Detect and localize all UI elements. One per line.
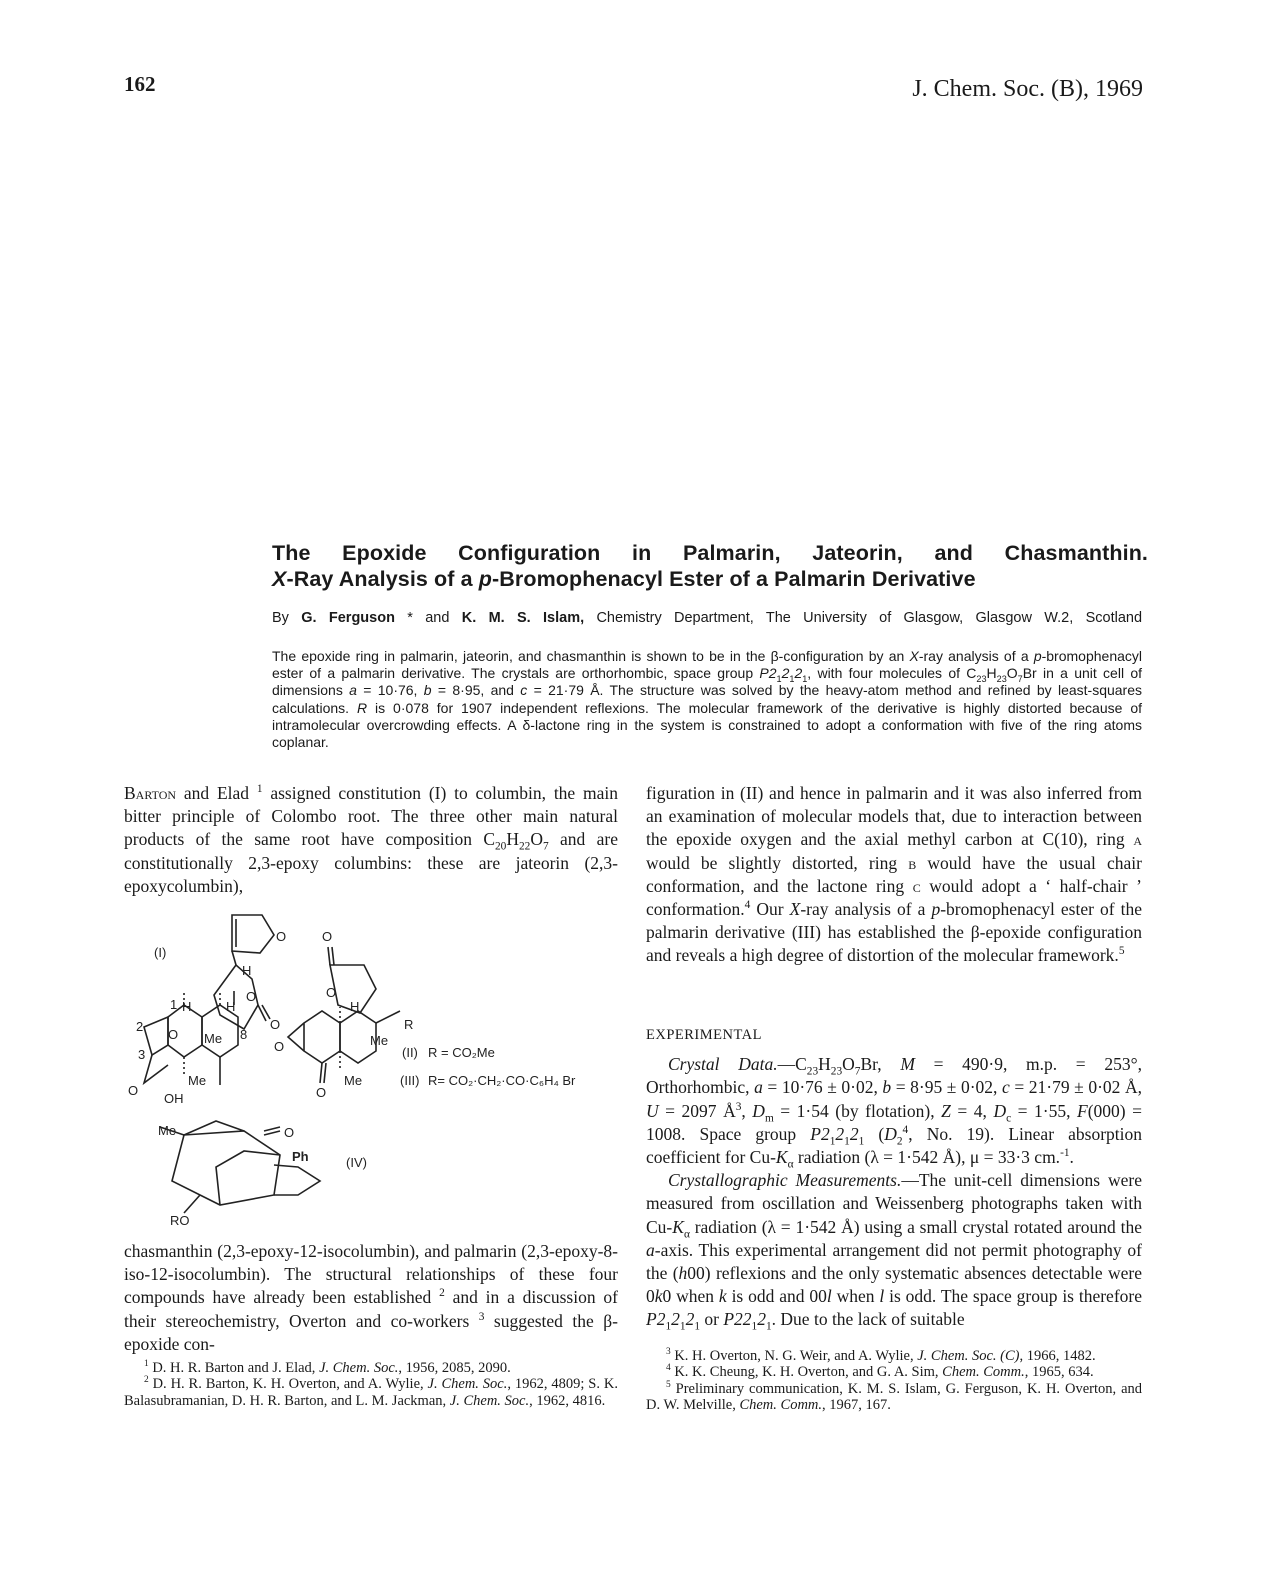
body-left-continued: chasmanthin (2,3-epoxy-12-isocolumbin), and palmarin (2,3-epoxy-8-iso-12-isocolumbin). The structural relationships of these four compounds have already been established $^2$ and in a discussion of their stereochemistry, Overton and co-workers $^3$ suggested the β-epoxide con- bbox=[124, 1241, 618, 1354]
epoxide-ii bbox=[288, 1023, 304, 1051]
svg-text:3: 3 bbox=[138, 1047, 146, 1062]
svg-text:O: O bbox=[274, 1039, 285, 1054]
crystallographic-measurements: Crystallographic Measurements.—The unit-cell dimensions were measured from oscillation and Weissenberg photographs taken with $Cu-K_\alpha$ radiation (λ = 1·542 Å) using a small crystal rotated around the a-axis. This experimental arrangement did not permit photography of the (h00) reflexions and the only systematic absences detectable were 0k0 when k is odd and 00l when l is odd. The space group is therefore $P2_12_12_1$ or $P22_12_1$. Due to the lack of suitable bbox=[646, 1170, 1142, 1333]
svg-text:O: O bbox=[128, 1083, 139, 1098]
svg-text:Me: Me bbox=[158, 1123, 177, 1138]
svg-text:Me: Me bbox=[188, 1073, 207, 1088]
svg-text:O: O bbox=[270, 1017, 281, 1032]
svg-text:O: O bbox=[276, 929, 287, 944]
furan-ring-i bbox=[232, 915, 274, 953]
cage-iv bbox=[172, 1131, 280, 1205]
footnote-1: $^1$ D. H. R. Barton and J. Elad, J. Chem. Soc., 1956, 2085, 2090. bbox=[144, 1359, 511, 1376]
label-structure-iii: (III) bbox=[400, 1073, 420, 1088]
svg-text:R: R bbox=[404, 1017, 414, 1032]
svg-text:RO: RO bbox=[170, 1213, 190, 1228]
svg-text:2: 2 bbox=[136, 1019, 144, 1034]
title-line-1: The Epoxide Configuration in Palmarin, Jateorin, and Chasmanthin. bbox=[272, 541, 1148, 565]
svg-text:O: O bbox=[246, 989, 257, 1004]
svg-text:H: H bbox=[242, 963, 252, 978]
label-structure-iv: (IV) bbox=[346, 1155, 367, 1170]
svg-text:O: O bbox=[322, 929, 333, 944]
structure-figure bbox=[124, 905, 644, 1235]
footnotes-right bbox=[646, 1348, 1142, 1414]
author-islam: K. M. S. Islam, bbox=[461, 610, 585, 626]
svg-text:Me: Me bbox=[204, 1031, 223, 1046]
experimental-section bbox=[646, 1024, 1142, 1332]
journal-reference: J. Chem. Soc. (B), 1969 bbox=[912, 76, 1143, 102]
svg-text:OH: OH bbox=[164, 1091, 184, 1106]
svg-text:R = CO₂Me: R = CO₂Me bbox=[428, 1045, 495, 1060]
svg-text:O: O bbox=[316, 1085, 327, 1100]
label-structure-i: (I) bbox=[154, 945, 167, 960]
label-structure-ii: (II) bbox=[402, 1045, 418, 1060]
footnote-2: $^2$ D. H. R. Barton, K. H. Overton, and A. Wylie, J. Chem. Soc., 1962, 4809; S. K. Balasubramanian, D. H. R. Barton, and L. M. Jackman, J. Chem. Soc., 1962, 4816. bbox=[124, 1375, 618, 1409]
article-title bbox=[272, 540, 1148, 592]
svg-text:O: O bbox=[326, 985, 337, 1000]
footnotes-left bbox=[124, 1360, 618, 1409]
footnote-5: $^5$ Preliminary communication, K. M. S. Islam, G. Ferguson, K. H. Overton, and D. W. Melville, Chem. Comm., 1967, 167. bbox=[646, 1379, 1142, 1414]
svg-text:H: H bbox=[226, 999, 236, 1014]
crystal-data: Crystal $Data.—C_{23}H_{23}O_7Br$, M = 490·9, m.p. = 253°, Orthorhombic, a = 10·76 ± 0·02, b = 8·95 ± 0·02, c = 21·79 ± 0·02 Å, U = 2097 $Å^3$, $D_m = 1\cdot 54$ (by flotation), Z = 4, $D_c = 1\cdot 55$, F(000) = 1008. Space group $P2_12_12_1$ ($D_2^4$, No. 19). Linear absorption coefficient for $Cu-K_\alpha$ radiation (λ = 1·542 Å), μ = 33·3 cm.$^{-1}$. bbox=[646, 1054, 1142, 1171]
svg-text:Me: Me bbox=[344, 1073, 363, 1088]
author-ferguson: G. Ferguson bbox=[301, 610, 395, 626]
svg-text:8: 8 bbox=[240, 1027, 248, 1042]
affiliation: Chemistry Department, The University of Glasgow, Glasgow W.2, Scotland bbox=[584, 610, 1143, 626]
svg-text:O: O bbox=[168, 1027, 179, 1042]
body-left-intro: Barton and Elad $^1$ assigned constitution (I) to columbin, the main bitter principle of Colombo root. The three other main natural products of the same root have composition $C_{20}H_{22}O_7$ and are constitutionally 2,3-epoxy columbins: these are jateorin (2,3-epoxycolumbin), bbox=[124, 783, 618, 896]
svg-text:H: H bbox=[350, 999, 360, 1014]
svg-text:O: O bbox=[284, 1125, 295, 1140]
experimental-heading: EXPERIMENTAL bbox=[646, 1027, 762, 1043]
page-number: 162 bbox=[124, 72, 156, 96]
abstract: The epoxide ring in palmarin, jateorin, and chasmanthin is shown to be in the β-configuration by an X-ray analysis of a p-bromophenacyl ester of a palmarin derivative. The crystals are orthorhombic, space group $P2_12_12_1$, with four molecules of $C_{23}H_{23}O_7Br$ in a unit cell of dimensions a = 10·76, b = 8·95, and c = 21·79 Å. The structure was solved by the heavy-atom method and refined by least-squares calculations. R is 0·078 for 1907 independent reflexions. The molecular framework of the derivative is highly distorted because of intramolecular overcrowding effects. A δ-lactone ring in the system is constrained to adopt a conformation with five of the ring atoms coplanar. bbox=[272, 648, 1143, 751]
svg-text:H: H bbox=[182, 999, 192, 1014]
epoxide-i bbox=[144, 1055, 168, 1083]
footnote-3: $^3$ K. H. Overton, N. G. Weir, and A. Wylie, J. Chem. Soc. (C), 1966, 1482. bbox=[666, 1347, 1096, 1364]
svg-text:R= CO₂·CH₂·CO·C₆H₄ Br: R= CO₂·CH₂·CO·C₆H₄ Br bbox=[428, 1073, 576, 1088]
body-right-intro: figuration in (II) and hence in palmarin and it was also inferred from an examination of molecular models that, due to interaction between the epoxide oxygen and the axial methyl carbon at C(10), ring a would be slightly distorted, ring b would have the usual chair conformation, and the lactone ring c would adopt a ‘ half-chair ’ conformation.$^4$ Our X-ray analysis of a p-bromophenacyl ester of the palmarin derivative (III) has established the β-epoxide configuration and reveals a high degree of distortion of the molecular framework.$^5$ bbox=[646, 783, 1143, 966]
footnote-4: $^4$ K. K. Cheung, K. H. Overton, and G. A. Sim, Chem. Comm., 1965, 634. bbox=[666, 1363, 1094, 1381]
title-line-2: X-Ray Analysis of a p-Bromophenacyl Ester of a Palmarin Derivative bbox=[272, 567, 976, 591]
ring-a-ii bbox=[304, 1011, 340, 1063]
byline: By G. Ferguson * and K. M. S. Islam, Chemistry Department, The University of Glasgow, Glasgow W.2, Scotland bbox=[272, 610, 1143, 626]
svg-text:1: 1 bbox=[170, 997, 178, 1012]
svg-text:Ph: Ph bbox=[292, 1149, 309, 1164]
svg-text:Me: Me bbox=[370, 1033, 389, 1048]
